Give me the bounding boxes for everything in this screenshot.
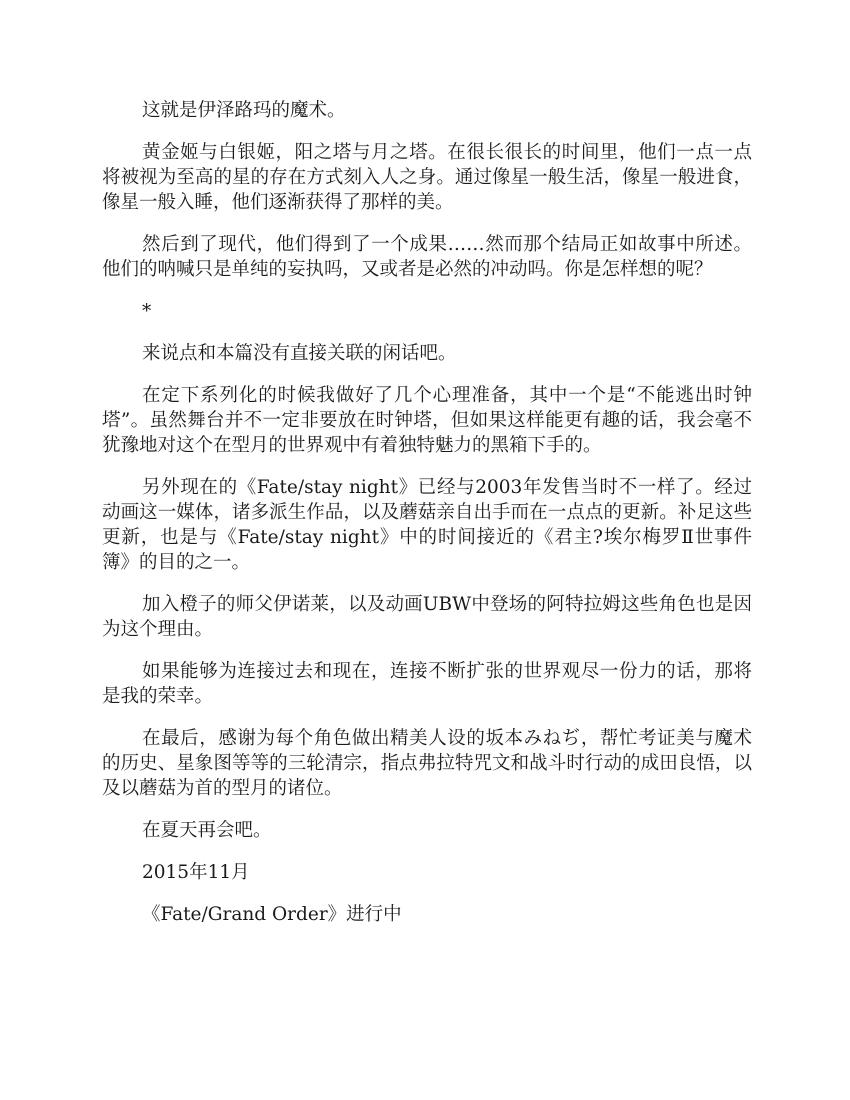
- paragraph: 在最后，感谢为每个角色做出精美人设的坂本みねぢ，帮忙考证美与魔术的历史、星象图等等的三轮清宗，指点弗拉特咒文和战斗时行动的成田良悟，以及以蘑菇为首的型月的诸位。: [102, 728, 752, 799]
- closing-line: 在夏天再会吧。: [142, 820, 272, 841]
- date-line: 2015年11月: [142, 862, 250, 883]
- paragraph: 另外现在的《Fate/stay night》已经与2003年发售当时不一样了。经过动画这一媒体，诸多派生作品，以及蘑菇亲自出手而在一点点的更新。补足这些更新，也是与《Fate/stay night》中的时间接近的《君主?埃尔梅罗Ⅱ世事件簿》的目的之一。: [102, 477, 752, 573]
- paragraph: 然后到了现代，他们得到了一个成果……然而那个结局正如故事中所述。他们的呐喊只是单纯的妄执吗，又或者是必然的冲动吗。你是怎样想的呢？: [102, 234, 752, 280]
- paragraph: 这就是伊泽路玛的魔术。: [142, 100, 346, 121]
- signature-note: 《Fate/Grand Order》进行中: [142, 904, 402, 925]
- paragraph: 黄金姬与白银姬，阳之塔与月之塔。在很长很长的时间里，他们一点一点将被视为至高的星的存在方式刻入人之身。通过像星一般生活，像星一般进食，像星一般入睡，他们逐渐获得了那样的美。: [102, 142, 752, 213]
- paragraph: 如果能够为连接过去和现在，连接不断扩张的世界观尽一份力的话，那将是我的荣幸。: [102, 661, 752, 707]
- paragraph: 在定下系列化的时候我做好了几个心理准备，其中一个是“不能逃出时钟塔”。虽然舞台并不一定非要放在时钟塔，但如果这样能更有趣的话，我会毫不犹豫地对这个在型月的世界观中有着独特魅力的黑箱下手的。: [102, 385, 752, 456]
- paragraph: 加入橙子的师父伊诺莱，以及动画UBW中登场的阿特拉姆这些角色也是因为这个理由。: [102, 594, 752, 640]
- document-body: [102, 98, 752, 944]
- section-separator: *: [142, 301, 152, 322]
- paragraph: 来说点和本篇没有直接关联的闲话吧。: [142, 343, 457, 364]
